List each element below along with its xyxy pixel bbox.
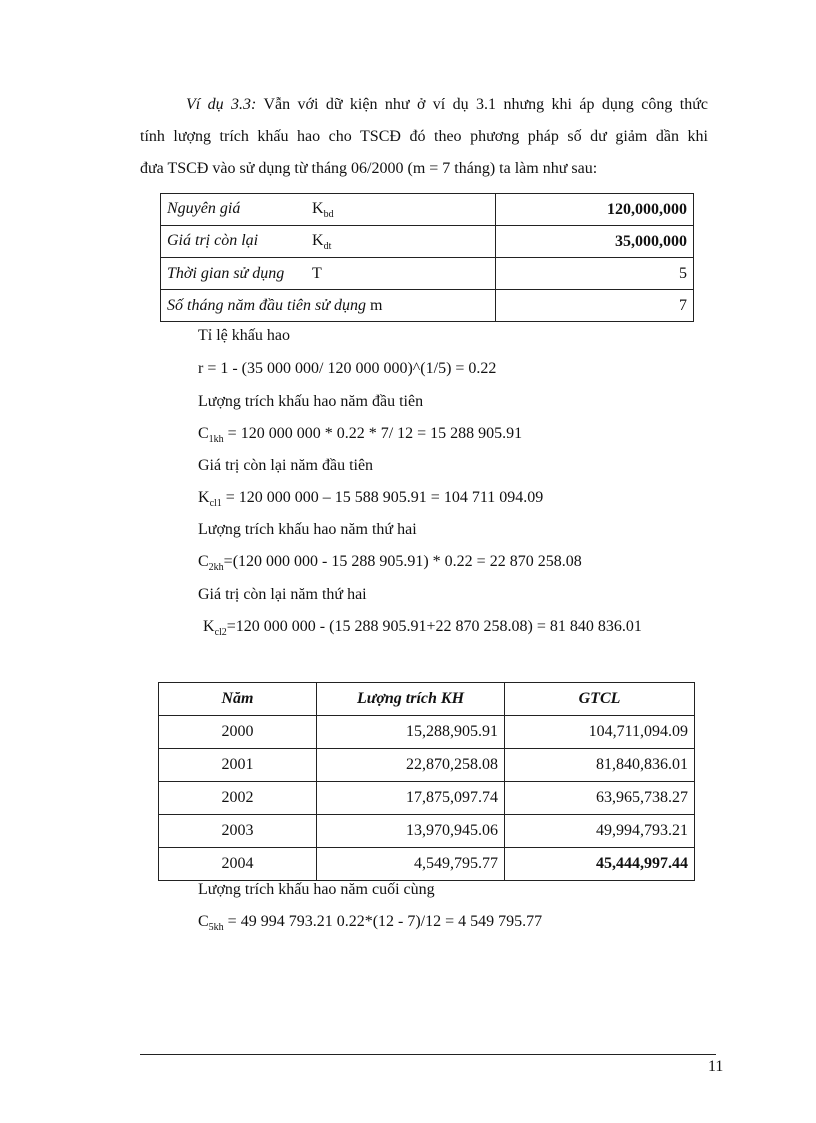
table-header-row [159,683,695,716]
residual-value-cell: 81,840,836.01 [505,749,695,782]
calc-formula: r = 1 - (35 000 000/ 120 000 000)^(1/5) = 0.22 [198,360,497,377]
calc-step: Giá trị còn lại năm đầu tiên [198,457,374,474]
intro-line-2: tính lượng trích khấu hao cho TSCĐ đó theo phương pháp số dư giảm dần khi [140,128,708,145]
depreciation-cell: 22,870,258.08 [317,749,505,782]
parameters-table [160,193,694,322]
param-label: Nguyên giá [167,199,241,217]
calc-step: Lượng trích khấu hao năm đầu tiên [198,393,424,410]
residual-value-cell: 104,711,094.09 [505,716,695,749]
table-row [159,716,695,749]
param-value: 35,000,000 [496,226,694,258]
table-row [159,848,695,881]
depreciation-cell: 15,288,905.91 [317,716,505,749]
year-cell: 2003 [159,815,317,848]
param-label: Thời gian sử dụng [167,264,285,282]
depreciation-cell: 13,970,945.06 [317,815,505,848]
intro-line-1: Ví dụ 3.3: Vẫn với dữ kiện như ở ví dụ 3.1 nhưng khi áp dụng công thức [186,96,709,113]
param-label: Số tháng năm đầu tiên sử dụng [167,296,366,314]
intro-paragraph [140,89,708,185]
param-value: 5 [496,258,694,290]
table-row: Nguyên giá $K_{bd}$ 120,000,000 [161,194,694,226]
table-row [159,782,695,815]
calc-step: Lượng trích khấu hao năm thứ hai [198,521,417,538]
table-row: Thời gian sử dụng T 5 [161,258,694,290]
year-cell: 2001 [159,749,317,782]
table-row: Giá trị còn lại $K_{dt}$ 35,000,000 [161,226,694,258]
calc-step: Lượng trích khấu hao năm cuối cùng [198,881,435,898]
calc-formula: $C_{2kh}=(120$ 000 000 - 15 288 905.91) * 0.22 = 22 870 258.08 [198,553,582,573]
example-label: Ví dụ 3.3: [186,96,257,113]
table-row [159,815,695,848]
column-header: Năm [159,683,317,716]
year-cell: 2002 [159,782,317,815]
calc-formula: $C_{1kh} = 120$ 000 000 * 0.22 * 7/ 12 = 15 288 905.91 [198,425,523,445]
residual-value-cell: 45,444,997.44 [505,848,695,881]
residual-value-cell: 63,965,738.27 [505,782,695,815]
page-number: 11 [708,1058,724,1075]
calc-step: Giá trị còn lại năm thứ hai [198,586,367,603]
column-header: Lượng trích KH [317,683,505,716]
calc-formula: $C_{5kh} = 49$ 994 793.21 0.22*(12 - 7)/12 = 4 549 795.77 [198,913,543,933]
depreciation-cell: 17,875,097.74 [317,782,505,815]
column-header: GTCL [505,683,695,716]
param-value: 120,000,000 [496,194,694,226]
param-label: Giá trị còn lại [167,231,259,249]
intro-line-3: đưa TSCĐ vào sử dụng từ tháng 06/2000 (m = 7 tháng) ta làm như sau: [140,160,598,177]
footer-divider [140,1054,716,1055]
depreciation-cell: 4,549,795.77 [317,848,505,881]
residual-value-cell: 49,994,793.21 [505,815,695,848]
table-row: Số tháng năm đầu tiên sử dụng m 7 [161,290,694,322]
year-cell: 2000 [159,716,317,749]
year-cell: 2004 [159,848,317,881]
calc-formula: $K_{cl2}=120$ 000 000 - (15 288 905.91+22 870 258.08) = 81 840 836.01 [203,618,642,638]
depreciation-schedule-table [158,682,695,881]
table-row [159,749,695,782]
calc-step: Tỉ lệ khấu hao [198,327,290,344]
param-value: 7 [496,290,694,322]
calc-formula: $K_{cl1} = 120$ 000 000 – 15 588 905.91 = 104 711 094.09 [198,489,544,509]
